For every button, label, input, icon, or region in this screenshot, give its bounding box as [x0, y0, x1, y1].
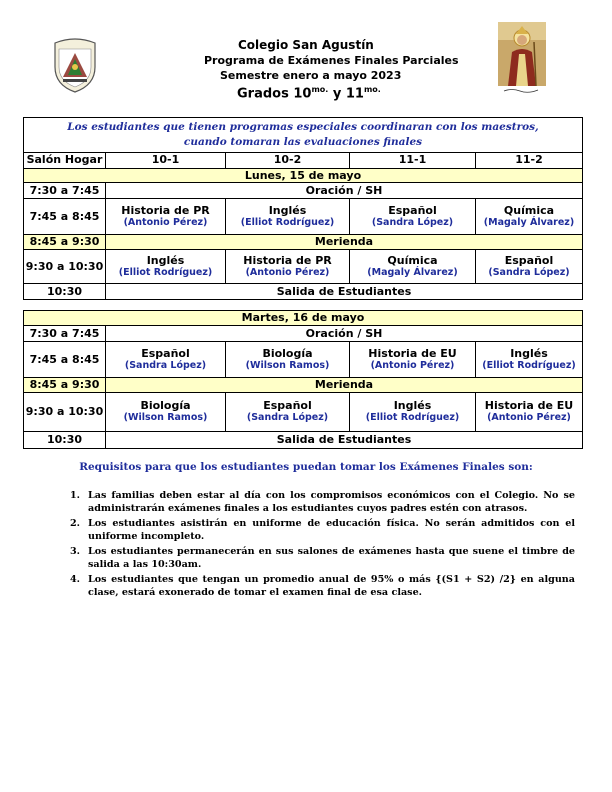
requirements-title: Requisitos para que los estudiantes puedan tomar los Exámenes Finales son:	[79, 461, 533, 473]
exam-cell: Historia de PR (Antonio Pérez)	[106, 199, 226, 235]
exam-cell: Biología (Wilson Ramos)	[106, 393, 226, 432]
schedule-table-monday	[23, 117, 583, 300]
time-slot: 8:45 a 9:30	[24, 378, 106, 393]
exam-cell: Química (Magaly Álvarez)	[476, 199, 582, 235]
day-title: Martes, 16 de mayo	[24, 311, 582, 326]
list-item: 3. Los estudiantes permanecerán en sus salones de exámenes hasta que suene el timbre de salida a las 10:30am.	[70, 546, 575, 570]
day-title: Lunes, 15 de mayo	[24, 169, 582, 183]
time-slot: 7:45 a 8:45	[24, 342, 106, 378]
exam-cell: Historia de EU (Antonio Pérez)	[350, 342, 476, 378]
list-item: 4. Los estudiantes que tengan un promedio anual de 95% o más {(S1 + S2) /2} en alguna clase, estará exonerado de tomar el examen final de esa clase.	[70, 574, 575, 598]
column-header: 10-1	[106, 152, 226, 169]
column-header: Salón Hogar	[24, 152, 106, 169]
exam-cell: Español (Sandra López)	[106, 342, 226, 378]
special-programs-notice: Los estudiantes que tienen programas especiales coordinaran con los maestros, cuando tomaran las evaluaciones finales	[67, 121, 539, 148]
exam-cell: Inglés (Elliot Rodríguez)	[350, 393, 476, 432]
grades-label: Grados $10^{mo.}$ y $11^{mo.}$	[237, 85, 381, 102]
time-slot: 7:45 a 8:45	[24, 199, 106, 235]
school-crest-logo	[51, 37, 99, 93]
exam-cell: Química (Magaly Álvarez)	[350, 250, 476, 284]
school-name: Colegio San Agustín	[238, 38, 374, 52]
column-header: 10-2	[226, 152, 350, 169]
saint-augustine-image	[498, 22, 546, 94]
exam-cell: Inglés (Elliot Rodríguez)	[106, 250, 226, 284]
exam-cell: Español (Sandra López)	[226, 393, 350, 432]
column-header: 11-2	[476, 152, 582, 169]
activity-cell: Salida de Estudiantes	[276, 433, 412, 446]
time-slot: 7:30 a 7:45	[24, 183, 106, 199]
activity-cell: Merienda	[106, 235, 582, 250]
exam-cell: Inglés (Elliot Rodríguez)	[476, 342, 582, 378]
exam-cell: Español (Sandra López)	[476, 250, 582, 284]
requirements-list	[70, 490, 575, 602]
activity-cell: Oración / SH	[106, 183, 582, 199]
exam-cell: Historia de EU (Antonio Pérez)	[476, 393, 582, 432]
exam-cell: Historia de PR (Antonio Pérez)	[226, 250, 350, 284]
program-title: Programa de Exámenes Finales Parciales	[204, 54, 459, 67]
exam-cell: Inglés (Elliot Rodríguez)	[226, 199, 350, 235]
activity-cell: Salida de Estudiantes	[276, 284, 412, 298]
column-header: 11-1	[350, 152, 476, 169]
schedule-table-tuesday	[23, 310, 583, 449]
activity-cell: Oración / SH	[106, 326, 582, 342]
time-slot: 9:30 a 10:30	[24, 393, 106, 432]
exam-cell: Biología (Wilson Ramos)	[226, 342, 350, 378]
time-slot: 9:30 a 10:30	[24, 250, 106, 284]
time-slot: 10:30	[24, 432, 106, 448]
list-item: 1. Las familias deben estar al día con los compromisos económicos con el Colegio. No se administrarán exámenes finales a los estudiantes cuyos padres estén con atrasos.	[70, 490, 575, 514]
time-slot: 10:30	[24, 284, 106, 299]
exam-cell: Español (Sandra López)	[350, 199, 476, 235]
time-slot: 8:45 a 9:30	[24, 235, 106, 250]
semester-label: Semestre enero a mayo 2023	[220, 69, 402, 82]
time-slot: 7:30 a 7:45	[24, 326, 106, 342]
activity-cell: Merienda	[106, 378, 582, 393]
list-item: 2. Los estudiantes asistirán en uniforme de educación física. No serán admitidos con el uniforme incompleto.	[70, 518, 575, 542]
